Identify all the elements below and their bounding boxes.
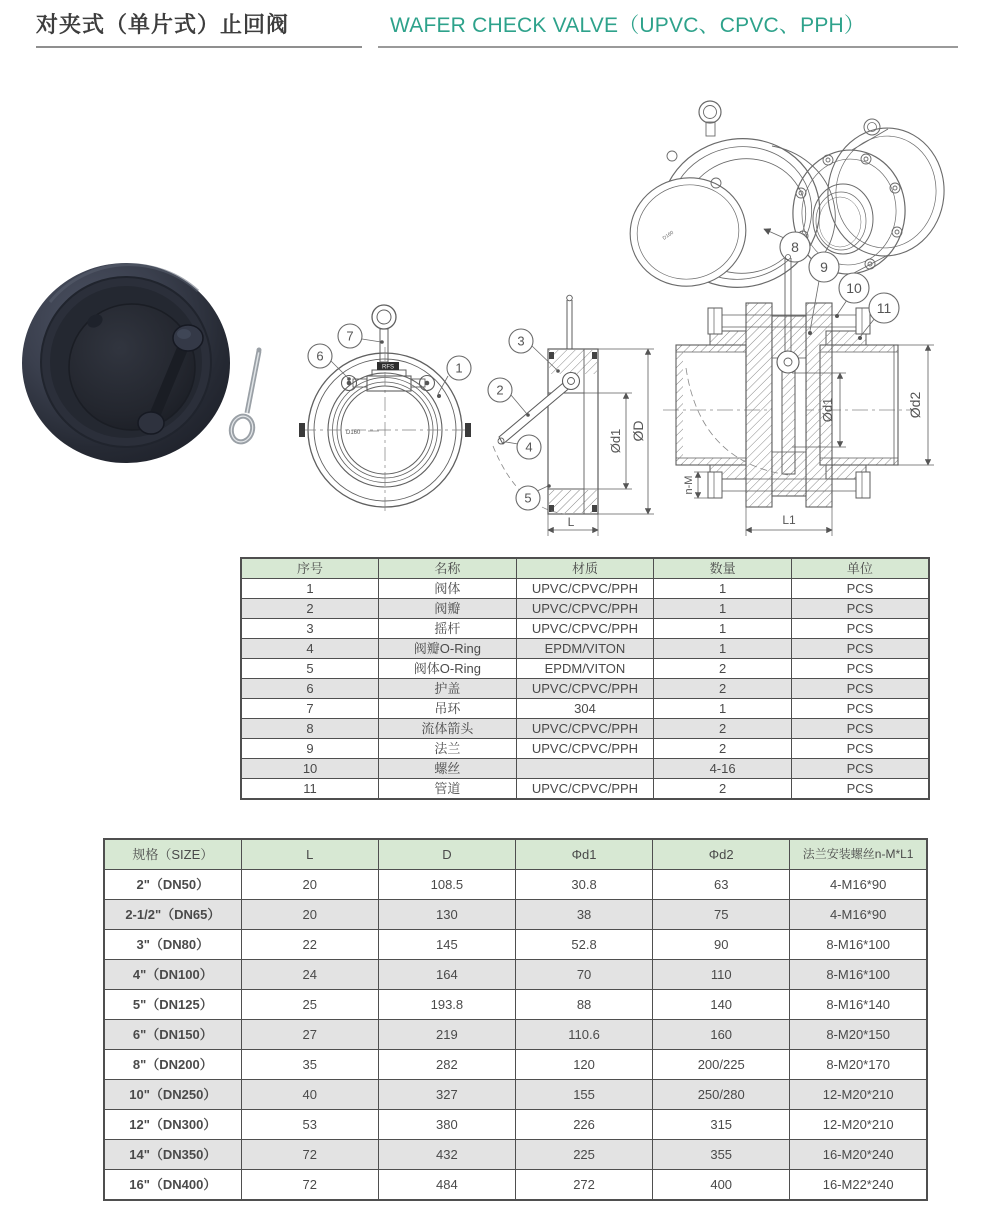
parts_table-cell: PCS: [791, 659, 929, 679]
spec_table-cell: 63: [653, 870, 790, 900]
parts_table-cell: PCS: [791, 699, 929, 719]
spec_table-cell: 24: [241, 960, 378, 990]
spec_table-cell: 8-M20*170: [790, 1050, 927, 1080]
dim-label-phi-d2: Ød2: [907, 391, 923, 419]
parts_table-cell: 流体箭头: [379, 719, 517, 739]
table-row: [104, 1140, 927, 1170]
spec_table-cell: 355: [653, 1140, 790, 1170]
spec_table-cell: 20: [241, 870, 378, 900]
parts_table-cell: PCS: [791, 779, 929, 800]
callout-3-number: 3: [517, 333, 525, 349]
parts_table-cell: EPDM/VITON: [516, 659, 654, 679]
parts_table-cell: 法兰: [379, 739, 517, 759]
spec_table-cell: 272: [515, 1170, 652, 1201]
disc-closed-section: [782, 368, 795, 474]
spec_table-cell: 90: [653, 930, 790, 960]
parts-table: [240, 557, 930, 800]
spec_table-cell: 10"（DN250）: [104, 1080, 241, 1110]
spec_table-cell: 3"（DN80）: [104, 930, 241, 960]
table-row: [241, 759, 929, 779]
spec_table-header-cell: 规格（SIZE）: [104, 839, 241, 870]
spec_table-cell: 53: [241, 1110, 378, 1140]
dim-label-phi-d1: Ød1: [608, 428, 623, 454]
spec_table-cell: 484: [378, 1170, 515, 1201]
parts_table-cell: 4-16: [654, 759, 792, 779]
spec_table-cell: 110: [653, 960, 790, 990]
table-row: [104, 1110, 927, 1140]
spec_table-header-cell: D: [378, 839, 515, 870]
dim-label-phi-D: ØD: [630, 420, 646, 442]
spec_table-cell: 108.5: [378, 870, 515, 900]
spec_table-cell: 30.8: [515, 870, 652, 900]
parts_table-cell: UPVC/CPVC/PPH: [516, 719, 654, 739]
spec_table-cell: 70: [515, 960, 652, 990]
dim-label-L1: L1: [782, 513, 796, 527]
spec_table-cell: 52.8: [515, 930, 652, 960]
spec_table-cell: 22: [241, 930, 378, 960]
spec_table-cell: 4"（DN100）: [104, 960, 241, 990]
spec_table-cell: 380: [378, 1110, 515, 1140]
spec_table-cell: 155: [515, 1080, 652, 1110]
parts_table-cell: PCS: [791, 599, 929, 619]
parts_table-cell: PCS: [791, 739, 929, 759]
spec_table-cell: 88: [515, 990, 652, 1020]
table-row: [241, 659, 929, 679]
parts_table-cell: 1: [654, 579, 792, 599]
pipe-left: [676, 345, 746, 465]
disc-size-label: D160: [661, 229, 675, 242]
spec_table-cell: 219: [378, 1020, 515, 1050]
parts_table-cell: [516, 759, 654, 779]
spec_table-cell: 164: [378, 960, 515, 990]
parts_table-header-row: [241, 558, 929, 579]
spec_table-cell: 140: [653, 990, 790, 1020]
spec_table-cell: 72: [241, 1140, 378, 1170]
spec_table-cell: 120: [515, 1050, 652, 1080]
parts_table-cell: UPVC/CPVC/PPH: [516, 779, 654, 800]
page-title-chinese: 对夹式（单片式）止回阀: [36, 12, 290, 37]
callout-9-number: 9: [820, 259, 828, 275]
dim-label-L: L: [567, 515, 575, 529]
parts_table-cell: 管道: [379, 779, 517, 800]
parts_table-header-cell: 名称: [379, 558, 517, 579]
spec_table-header-row: [104, 839, 927, 870]
spec_table-cell: 25: [241, 990, 378, 1020]
front-view-callouts: [308, 324, 471, 398]
flange-left: [746, 303, 772, 507]
spec_table-cell: 2"（DN50）: [104, 870, 241, 900]
spec_table-cell: 282: [378, 1050, 515, 1080]
spec_table-cell: 12-M20*210: [790, 1110, 927, 1140]
callout-10-number: 10: [846, 280, 862, 296]
spec_table-cell: 5"（DN125）: [104, 990, 241, 1020]
parts_table-cell: 3: [241, 619, 379, 639]
spec_table-cell: 16-M22*240: [790, 1170, 927, 1201]
spec_table-cell: 14"（DN350）: [104, 1140, 241, 1170]
parts_table-cell: 阀瓣: [379, 599, 517, 619]
callout-2-number: 2: [496, 382, 504, 398]
parts_table-cell: 4: [241, 639, 379, 659]
spec_table-cell: 35: [241, 1050, 378, 1080]
parts_table-cell: 1: [654, 639, 792, 659]
callout-11-number: 11: [876, 300, 892, 316]
spec_table-cell: 8-M16*140: [790, 990, 927, 1020]
spec_table-cell: 8"（DN200）: [104, 1050, 241, 1080]
parts_table-cell: 5: [241, 659, 379, 679]
parts_table-cell: UPVC/CPVC/PPH: [516, 679, 654, 699]
parts_table-cell: PCS: [791, 719, 929, 739]
table-row: [241, 699, 929, 719]
callout-8-number: 8: [791, 239, 799, 255]
spec_table-cell: 250/280: [653, 1080, 790, 1110]
spec_table-cell: 12-M20*210: [790, 1080, 927, 1110]
parts_table-cell: 阀体: [379, 579, 517, 599]
table-row: [104, 1050, 927, 1080]
title-underline-left: [36, 46, 362, 48]
table-row: [241, 579, 929, 599]
spec_table-cell: 130: [378, 900, 515, 930]
callout-6-number: 6: [316, 348, 324, 364]
technical-drawing: [0, 55, 984, 560]
parts_table-cell: 304: [516, 699, 654, 719]
spec_table-cell: 12"（DN300）: [104, 1110, 241, 1140]
parts_table-cell: 2: [654, 719, 792, 739]
parts_table-cell: 11: [241, 779, 379, 800]
parts_table-cell: UPVC/CPVC/PPH: [516, 739, 654, 759]
spec_table-header-cell: L: [241, 839, 378, 870]
callout-4-number: 4: [525, 439, 533, 455]
table-row: [104, 900, 927, 930]
parts_table-cell: 8: [241, 719, 379, 739]
parts_table-cell: 2: [654, 779, 792, 800]
front-view: [299, 305, 471, 513]
spec_table-cell: 315: [653, 1110, 790, 1140]
table-row: [104, 1170, 927, 1201]
spec_table-cell: 432: [378, 1140, 515, 1170]
spec_table-cell: 6"（DN150）: [104, 1020, 241, 1050]
table-row: [241, 679, 929, 699]
spec_table-cell: 40: [241, 1080, 378, 1110]
parts_table-cell: 护盖: [379, 679, 517, 699]
spec_table-cell: 8-M16*100: [790, 960, 927, 990]
parts_table-cell: 吊环: [379, 699, 517, 719]
dim-label-n-M: n-M: [683, 475, 695, 495]
eye-bolt-photo: [228, 348, 261, 445]
parts_table-header-cell: 材质: [516, 558, 654, 579]
spec_table-header-cell: 法兰安装螺丝n-M*L1: [790, 839, 927, 870]
parts_table-cell: 10: [241, 759, 379, 779]
parts_table-cell: UPVC/CPVC/PPH: [516, 619, 654, 639]
spec_table-cell: 8-M16*100: [790, 930, 927, 960]
parts_table-cell: PCS: [791, 619, 929, 639]
parts_table-cell: PCS: [791, 759, 929, 779]
callout-7-number: 7: [346, 328, 354, 344]
spec_table-cell: 16-M20*240: [790, 1140, 927, 1170]
table-row: [241, 639, 929, 659]
parts_table-cell: 摇杆: [379, 619, 517, 639]
table-row: [104, 1020, 927, 1050]
spec_table-cell: 4-M16*90: [790, 870, 927, 900]
parts_table-cell: 9: [241, 739, 379, 759]
parts_table-cell: PCS: [791, 679, 929, 699]
brand-plate-label: RFS: [382, 364, 394, 371]
spec_table-cell: 400: [653, 1170, 790, 1201]
callout-1-number: 1: [455, 360, 463, 376]
parts_table-cell: PCS: [791, 579, 929, 599]
parts_table-cell: 2: [654, 739, 792, 759]
spec_table-cell: 72: [241, 1170, 378, 1201]
spec_table-header-cell: Φd1: [515, 839, 652, 870]
table-row: [104, 990, 927, 1020]
parts_table-cell: 6: [241, 679, 379, 699]
parts_table-cell: EPDM/VITON: [516, 639, 654, 659]
spec_table-cell: 8-M20*150: [790, 1020, 927, 1050]
parts_table-cell: 1: [654, 619, 792, 639]
table-row: [241, 719, 929, 739]
parts_table-header-cell: 单位: [791, 558, 929, 579]
parts_table-cell: 7: [241, 699, 379, 719]
page-title-english: WAFER CHECK VALVE（UPVC、CPVC、PPH）: [390, 14, 866, 37]
parts_table-cell: 2: [654, 659, 792, 679]
dim-label-phi-d1-installed: Ød1: [820, 397, 835, 423]
valve-photo: [22, 263, 262, 463]
parts_table-cell: 1: [654, 599, 792, 619]
table-row: [104, 870, 927, 900]
table-row: [241, 779, 929, 800]
parts_table-cell: 2: [654, 679, 792, 699]
callout-5-number: 5: [524, 490, 532, 506]
parts_table-cell: PCS: [791, 639, 929, 659]
table-row: [104, 930, 927, 960]
spec_table-cell: 327: [378, 1080, 515, 1110]
bore-size-label: D160: [346, 430, 361, 436]
spec_table-cell: 38: [515, 900, 652, 930]
open-disc-3d: [620, 167, 756, 297]
spec_table-cell: 110.6: [515, 1020, 652, 1050]
title-underline-right: [378, 46, 958, 48]
parts_table-cell: 1: [654, 699, 792, 719]
parts_table-header-cell: 数量: [654, 558, 792, 579]
spec_table-cell: 226: [515, 1110, 652, 1140]
spec_table-cell: 27: [241, 1020, 378, 1050]
spec_table-cell: 20: [241, 900, 378, 930]
spec_table-cell: 193.8: [378, 990, 515, 1020]
parts_table-cell: 阀瓣O-Ring: [379, 639, 517, 659]
spec_table-cell: 225: [515, 1140, 652, 1170]
table-row: [104, 1080, 927, 1110]
parts_table-cell: UPVC/CPVC/PPH: [516, 599, 654, 619]
table-row: [104, 960, 927, 990]
spec_table-header-cell: Φd2: [653, 839, 790, 870]
spec_table-cell: 16"（DN400）: [104, 1170, 241, 1201]
spec_table-cell: 145: [378, 930, 515, 960]
spec_table-cell: 2-1/2"（DN65）: [104, 900, 241, 930]
table-row: [241, 739, 929, 759]
spec_table-cell: 200/225: [653, 1050, 790, 1080]
parts_table-header-cell: 序号: [241, 558, 379, 579]
spec_table-cell: 4-M16*90: [790, 900, 927, 930]
parts_table-cell: 1: [241, 579, 379, 599]
parts_table-cell: 螺丝: [379, 759, 517, 779]
spec-table: [103, 838, 928, 1201]
parts_table-cell: UPVC/CPVC/PPH: [516, 579, 654, 599]
spec_table-cell: 160: [653, 1020, 790, 1050]
table-row: [241, 599, 929, 619]
parts_table-cell: 2: [241, 599, 379, 619]
table-row: [241, 619, 929, 639]
spec_table-cell: 75: [653, 900, 790, 930]
parts_table-cell: 阀体O-Ring: [379, 659, 517, 679]
